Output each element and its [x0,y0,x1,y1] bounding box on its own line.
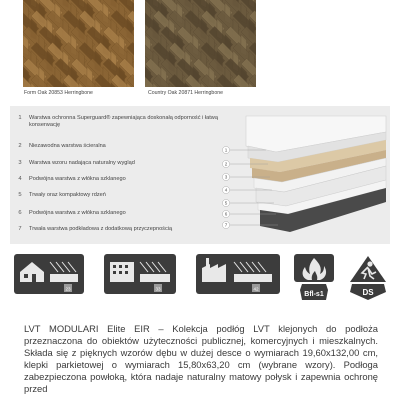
layer-item [14,143,234,155]
callout-number: 2 [224,161,228,167]
layer-item [14,192,234,204]
layer-description: Trwały oraz kompaktowy rdzeń [29,192,106,198]
layer-item [14,210,234,222]
class-label: 33 [155,286,161,292]
swatch-caption: Country Oak 20871 Herringbone [148,90,223,96]
layer-description: Warstwa wzoru nadająca naturalny wygląd [29,160,135,166]
callout-number: 7 [224,222,228,228]
layer-item [14,176,234,188]
layer-structure-panel [10,106,390,244]
layer-description: Niezawodna warstwa ścieralna [29,143,106,149]
layer-number: 2 [18,143,22,149]
swatch-country-oak [145,0,256,87]
callout-number: 3 [224,174,228,180]
class-label: Bfl-s1 [304,291,324,298]
layer-description: Warstwa ochronna Superguard® zapewniająca doskonałą odporność i łatwą konserwację [29,115,218,128]
industrial-class-icon [196,254,280,294]
product-description: LVT MODULARI Elite EIR – Kolekcja podłóg LVT klejonych do podłoża przeznaczona do obiektów użyteczności publicznej, komercyjnych i mieszkalnych. Składa się z pięknych wzorów dębu w dużej desce o wymiarach 19,60x132,00 cm, klepki parkietowej o wymiarach 15,80x63,20 cm (wybrane wzory). Podłoga zabezpieczona powłoką, która nadaje naturalny matowy połysk i zapewnia ochronę przed [24,323,378,394]
fire-class-icon [294,254,334,302]
swatch-caption: Form Oak 20853 Herringbone [24,90,93,96]
layer-number: 5 [18,192,22,198]
herringbone-pattern [23,0,134,87]
commercial-class-icon [104,254,176,294]
layer-number: 1 [18,115,22,121]
slip-resistance-icon [348,254,388,302]
layer-number: 3 [18,160,22,166]
callout-number: 5 [224,200,228,206]
residential-class-icon [14,254,84,294]
class-label: DS [362,288,374,297]
swatch-form-oak [23,0,134,87]
layer-description: Trwała warstwa podkładowa z dodatkową przyczepnością [29,226,173,232]
layer-stack-illustration [206,106,390,244]
callout-number: 1 [224,147,228,153]
layer-description: Podwójna warstwa z włókna szklanego [29,176,126,182]
class-label: 42 [253,286,259,292]
layer-item [14,160,234,172]
layer-description: Podwójna warstwa z włókna szklanego [29,210,126,216]
herringbone-pattern [145,0,256,87]
callout-number: 4 [224,187,228,193]
layer-item [14,115,234,127]
callout-number: 6 [224,211,228,217]
layer-item [14,226,234,238]
class-label: 23 [65,286,71,292]
layer-number: 7 [18,226,22,232]
certification-icon-row [10,254,390,314]
layer-number: 4 [18,176,22,182]
layer-number: 6 [18,210,22,216]
